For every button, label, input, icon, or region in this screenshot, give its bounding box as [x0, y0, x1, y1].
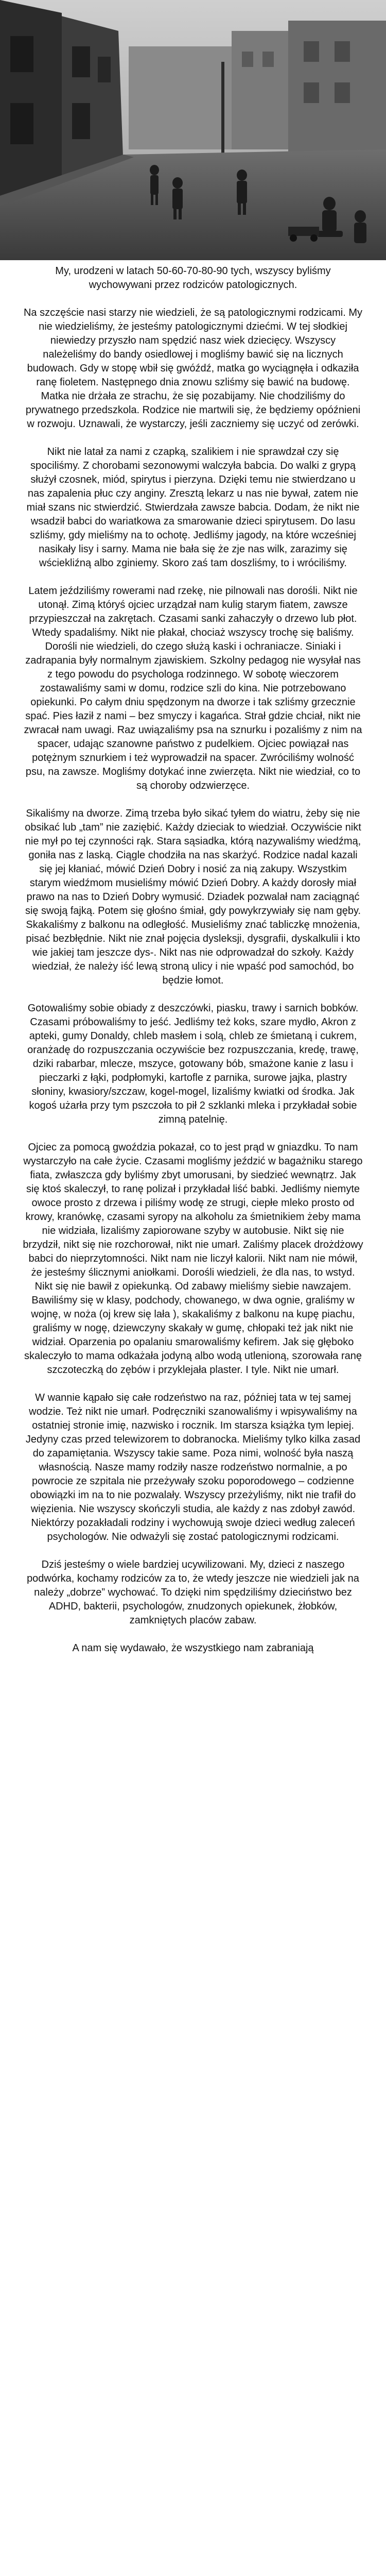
article-paragraph: Gotowaliśmy sobie obiady z deszczówki, piasku, trawy i sarnich bobków. Czasami próbowaliśmy to jeść. Jedliśmy też koks, szare mydło, Akron z apteki, gumy Donaldy, chleb masłem i solą, chleb ze śmietaną i cukrem, oranżadę do rozpuszczania oczywiście bez rozpuszczania, kredę, trawę, dziki rabarbar, mlecze, mszyce, gotowany bób, smażone kanie z lasu i pieczarki z łąki, podpłomyki, kartofle z parnika, surowe jajka, plastry słoniny, kwasiory/szczaw, kogel-mogel, lizaliśmy kwiatki od środka. Jak kogoś użarła przy tym pszczoła to pił 2 szklanki mleka i przykładał sobie zimną patelnię. [27, 1003, 359, 1125]
article-paragraph: Na szczęście nasi starzy nie wiedzieli, że są patologicznymi rodzicami. My nie wiedzieliśmy, że jesteśmy patologicznymi dziećmi. W tej słodkiej niewiedzy przyszło nam spędzić nasz wiek dziecięcy. Wszyscy należeliśmy do bandy osiedlowej i mogliśmy bawić się na licznych budowach. Gdy w stopę wbił się gwóźdź, matka go wyciągnęła i odkaziła ranę fioletem. Następnego dnia znowu szliśmy się bawić na budowę. Matka nie drżała ze strachu, że się pozabijamy. Nie chodziliśmy do prywatnego przedszkola. Rodzice nie martwili się, że będziemy opóźnieni w rozwoju. Uznawali, że wystarczy, jeśli zaczniemy się uczyć od zerówki. [23, 307, 362, 430]
street-photo [0, 0, 386, 260]
article-paragraph: Nikt nie latał za nami z czapką, szalikiem i nie sprawdzał czy się spociliśmy. Z chorobami sezonowymi walczyła babcia. Do walki z grypą służył czosnek, miód, spirytus i pierzyna. Dzięki temu nie stwierdzano u nas zapalenia płuc czy anginy. Zresztą lekarz u nas nie bywał, zatem nie miał szans nic stwierdzić. Stwierdzała zawsze babcia. Dodam, że nikt nie wsadził babci do wariatkowa za smarowanie dzieci spirytusem. Do lasu szliśmy, gdy mieliśmy na to ochotę. Jedliśmy jagody, na które wcześniej nasikały lisy i sarny. Mama nie bała się że zje nas wilk, zarazimy się wściekliźną albo zginiemy. Skoro zaś tam doszliśmy, to i wróciliśmy. [26, 446, 360, 569]
article-paragraph: My, urodzeni w latach 50-60-70-80-90 tych, wszyscy byliśmy wychowywani przez rodziców patologicznych. [55, 265, 331, 291]
article-body [0, 260, 386, 1655]
article-paragraph: Sikaliśmy na dworze. Zimą trzeba było sikać tyłem do wiatru, żeby się nie obsikać lub „tam” nie zaziębić. Każdy dzieciak to wiedział. Oczywiście nikt nie mył po tej czynności rąk. Stara sąsiadka, którą nazywaliśmy wiedźmą, goniła nas z laską. Ciągle chodziła na nas skarżyć. Rodzice nadal kazali się jej kłaniać, mówić Dzień Dobry i nosić za nią zakupy. Wszystkim starym wiedźmom musieliśmy mówić Dzień Dobry. A każdy dorosły miał prawo na nas to Dzień Dobry wymusić. Dziadek pozwalał nam zaciągnąć się swoją fajką. Potem się głośno śmiał, gdy powykrzywiały się nam gęby. Skakaliśmy z balkonu na odległość. Musieliśmy znać tabliczkę mnożenia, pisać bezbłędnie. Nikt nie znał pojęcia dysleksji, dysgrafii, dyskalkulii i kto wie jakiej tam jeszcze dys-. Nikt nas nie odprowadzał do szkoły. Każdy wiedział, że należy iść lewą stroną ulicy i nie wpaść pod samochód, bo będzie łomot. [25, 808, 361, 986]
article-paragraph: Latem jeździliśmy rowerami nad rzekę, nie pilnowali nas dorośli. Nikt nie utonął. Zimą któryś ojciec urządzał nam kulig starym fiatem, zawsze przypieszczał na zakrętach. Czasami sanki zahaczyły o drzewo lub płot. Wtedy spadaliśmy. Nikt nie płakał, chociaż wszyscy trochę się baliśmy. Dorośli nie wiedzieli, do czego służą kaski i ochraniacze. Siniaki i zadrapania były normalnym zjawiskiem. Szkolny pedagog nie wysyłał nas z tego powodu do psychologa rodzinnego. W sobotę wieczorem zostawaliśmy sami w domu, rodzice szli do kina. Nie potrzebowano opiekunki. Po całym dniu spędzonym na dworze i tak szliśmy grzecznie spać. Pies łaził z nami – bez smyczy i kagańca. Strał gdzie chciał, nikt nie zwracał nam uwagi. Raz uwiązaliśmy psa na sznurku i pozaliśmy z nim na spacer, udając szanowne państwo z pudelkiem. Ojciec powiązał nas potężnym sznurkiem i też wyprowadził na spacer. Zwróciliśmy wolność psu, na zawsze. Mogliśmy dotykać inne zwierzęta. Nikt nie wiedział, co to są choroby odzwierzęce. [24, 585, 362, 791]
article-paragraph: W wannie kąpało się całe rodzeństwo na raz, później tata w tej samej wodzie. Też nikt nie umarł. Podręczniki szanowaliśmy i wpisywaliśmy na ostatniej stronie imię, nazwisko i rocznik. Im starsza książka tym lepiej. Jedyny czas przed telewizorem to dobranocka. Mieliśmy tylko kilka zasad do zapamiętania. Wszyscy takie same. Poza nimi, wolność była naszą własnością. Nasze mamy rodziły nasze rodzeństwo normalnie, a po powrocie ze szpitala nie przeżywały szoku poporodowego – codzienne obowiązki im na to nie pozwalały. Wszyscy przeżyliśmy, nikt nie trafił do więzienia. Nie wszyscy skończyli studia, ale każdy z nas zdobył zawód. Niektórzy pozakładali rodziny i wychowują swoje dzieci według zaleceń psychologów. Nie odważyli się zostać patologicznymi rodzicami. [25, 1392, 361, 1543]
article-paragraph: Ojciec za pomocą gwoździa pokazał, co to jest prąd w gniazdku. To nam wystarczyło na całe życie. Czasami mogliśmy jeździć w bagażniku starego fiata, zwłaszcza gdy byliśmy zbyt umorusani, by siedzieć wewnątrz. Jak się ktoś skaleczył, to ranę polizał i przykładał liść babki. Jedliśmy niemyte owoce prosto z drzewa i piliśmy wodę ze strugi, ciepłe mleko prosto od krowy, kranówkę, czasami syropy na alkoholu za śmietnikiem żeby mama nie widziała, lizaliśmy zapiorowane szyby w autobusie. Nikt się nie brzydził, nikt się nie rozchorował, nikt nie umarł. Zaliśmy placek drożdżowy babci do nieprzytomności. Nikt nam nie liczył kalorii. Nikt nam nie mówił, że jesteśmy ślicznymi aniołkami. Dorośli wiedzieli, że dla nas, to wstyd. Nikt się nie bawił z opiekunką. Od zabawy mieliśmy siebie nawzajem. Bawiliśmy się w klasy, podchody, chowanego, w dwa ognie, graliśmy w wojnę, w noża (oj krew się lała ), skakaliśmy z balkonu na kupę piachu, graliśmy w nogę, dziewczyny skakały w gumę, chłopaki też jak nikt nie widział. Oparzenia po opalaniu smarowaliśmy kefirem. Jak się głęboko skaleczyło to mama odkażała jodyną albo wodą utlenioną, szorowała ranę szczoteczką do zębów i przyklejała plaster. I tyle. Nikt nie umarł. [23, 1142, 363, 1376]
article-paragraph-last: A nam się wydawało, że wszystkiego nam zabraniają [72, 1642, 314, 1654]
black-and-white-street-photo-children-playing-icon [0, 0, 386, 260]
article-paragraph: Dziś jesteśmy o wiele bardziej ucywilizowani. My, dzieci z naszego podwórka, kochamy rodziców za to, że wtedy jeszcze nie wiedzieli jak na należy „dobrze” wychować. To dzięki nim spędziliśmy dzieciństwo bez ADHD, bakterii, psychologów, znudzonych opiekunek, żłobków, zamkniętych placów zabaw. [27, 1559, 359, 1626]
